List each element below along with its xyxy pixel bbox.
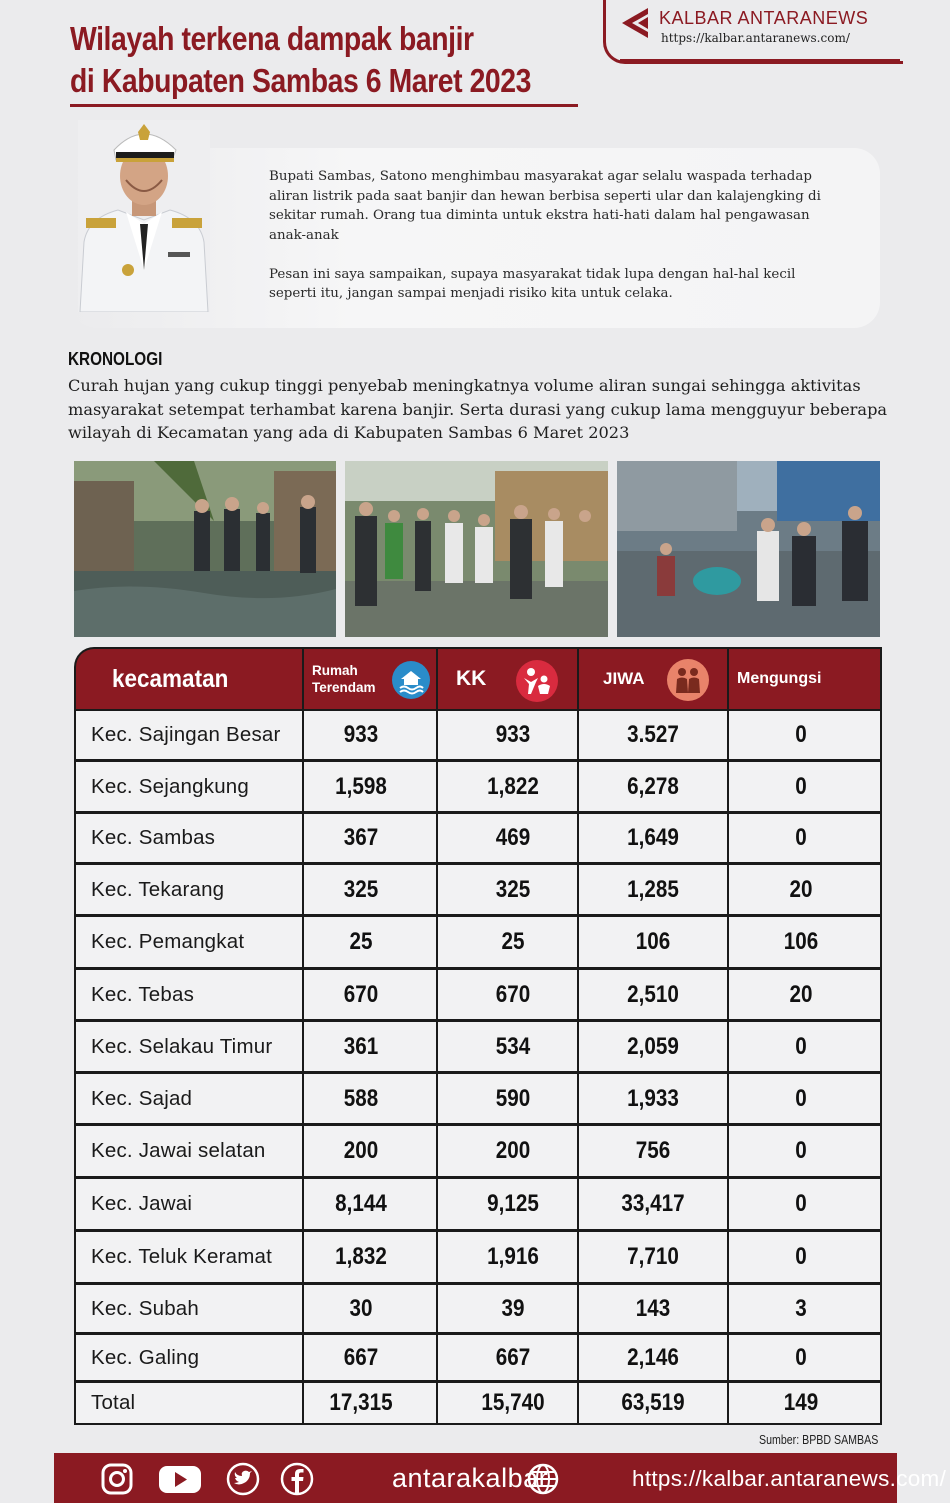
kk-value: 469 bbox=[495, 824, 531, 851]
column-divider bbox=[577, 1285, 579, 1332]
youtube-icon[interactable] bbox=[157, 1462, 203, 1496]
column-divider bbox=[727, 970, 729, 1019]
district-name: Kec. Pemangkat bbox=[91, 930, 245, 953]
table-row bbox=[76, 1179, 880, 1232]
header-jiwa: JIWA bbox=[603, 669, 645, 688]
column-divider bbox=[577, 1335, 579, 1380]
footer-handle[interactable]: antarakalbar bbox=[392, 1463, 549, 1493]
column-divider bbox=[577, 762, 579, 811]
district-name: Kec. Selakau Timur bbox=[91, 1034, 273, 1058]
column-divider bbox=[302, 762, 304, 811]
kk-value: 15,740 bbox=[481, 1389, 545, 1416]
mengungsi-value: 0 bbox=[795, 1190, 807, 1217]
column-divider bbox=[436, 1022, 438, 1071]
brand-frame-line bbox=[620, 59, 900, 62]
mengungsi-value: 0 bbox=[795, 1243, 807, 1270]
table-row bbox=[76, 1126, 880, 1179]
table-row bbox=[76, 1074, 880, 1126]
header-rumah-line2: Terendam bbox=[312, 680, 376, 695]
header-kk: KK bbox=[456, 667, 487, 690]
rumah-terendam-value: 670 bbox=[343, 980, 379, 1008]
jiwa-value: 2,510 bbox=[627, 980, 679, 1008]
quote-paragraph-2: Pesan ini saya sampaikan, supaya masyarakat tidak lupa dengan hal-hal kecil seperti itu, jangan sampai menjadi risiko kita untuk celaka. bbox=[269, 266, 796, 301]
jiwa-value: 143 bbox=[635, 1294, 671, 1322]
column-divider bbox=[727, 711, 729, 759]
column-divider bbox=[436, 1232, 438, 1282]
mengungsi-value: 20 bbox=[789, 875, 813, 903]
rumah-terendam-value: 325 bbox=[343, 875, 379, 903]
jiwa-value: 33,417 bbox=[621, 1190, 685, 1217]
district-name: Kec. Jawai selatan bbox=[91, 1139, 266, 1162]
rumah-terendam-value: 17,315 bbox=[329, 1389, 393, 1416]
table-row bbox=[76, 865, 880, 917]
mengungsi-value: 0 bbox=[795, 1137, 807, 1164]
rumah-terendam-value: 8,144 bbox=[335, 1190, 387, 1217]
kk-value: 325 bbox=[495, 875, 531, 903]
column-divider bbox=[436, 1126, 438, 1176]
column-divider bbox=[436, 762, 438, 811]
column-divider bbox=[727, 762, 729, 811]
column-divider bbox=[727, 814, 729, 862]
column-divider bbox=[577, 1179, 579, 1229]
table-row bbox=[76, 711, 880, 762]
mengungsi-value: 3 bbox=[795, 1294, 807, 1322]
table-row bbox=[76, 1022, 880, 1074]
rumah-terendam-value: 25 bbox=[349, 928, 373, 955]
column-divider bbox=[577, 970, 579, 1019]
column-divider bbox=[727, 1232, 729, 1282]
footer-bar bbox=[54, 1453, 947, 1503]
rumah-terendam-value: 30 bbox=[349, 1294, 373, 1322]
column-divider bbox=[577, 711, 579, 759]
flood-data-table bbox=[74, 647, 882, 1425]
column-divider bbox=[577, 1022, 579, 1071]
headline bbox=[70, 18, 580, 102]
header-divider bbox=[436, 649, 438, 711]
jiwa-value: 2,146 bbox=[627, 1343, 679, 1371]
kk-value: 39 bbox=[501, 1294, 525, 1322]
brand-url[interactable]: https://kalbar.antaranews.com/ bbox=[661, 31, 850, 45]
column-divider bbox=[302, 1285, 304, 1332]
column-divider bbox=[302, 1232, 304, 1282]
column-divider bbox=[302, 1179, 304, 1229]
column-divider bbox=[302, 917, 304, 967]
column-divider bbox=[436, 1179, 438, 1229]
rumah-terendam-value: 367 bbox=[343, 824, 379, 851]
flood-photo-2 bbox=[345, 461, 608, 637]
twitter-icon[interactable] bbox=[225, 1462, 261, 1496]
district-name: Kec. Tebas bbox=[91, 982, 195, 1006]
district-name: Kec. Sajad bbox=[91, 1086, 193, 1110]
mengungsi-value: 149 bbox=[783, 1389, 819, 1416]
column-divider bbox=[577, 917, 579, 967]
jiwa-value: 2,059 bbox=[627, 1032, 679, 1060]
jiwa-value: 106 bbox=[635, 928, 671, 955]
footer-url[interactable]: https://kalbar.antaranews.com/ bbox=[632, 1466, 947, 1491]
column-divider bbox=[727, 865, 729, 914]
people-icon bbox=[667, 659, 709, 701]
column-divider bbox=[727, 1022, 729, 1071]
kk-value: 9,125 bbox=[487, 1190, 539, 1217]
brand-name: KALBAR ANTARANEWS bbox=[659, 8, 869, 28]
column-divider bbox=[302, 865, 304, 914]
column-divider bbox=[727, 1335, 729, 1380]
column-divider bbox=[577, 865, 579, 914]
kk-value: 1,916 bbox=[487, 1243, 539, 1270]
jiwa-value: 7,710 bbox=[627, 1243, 679, 1270]
antara-logo-icon bbox=[618, 6, 654, 40]
rumah-terendam-value: 1,832 bbox=[335, 1243, 387, 1270]
kk-value: 590 bbox=[495, 1084, 531, 1112]
column-divider bbox=[577, 1126, 579, 1176]
mengungsi-value: 20 bbox=[789, 980, 813, 1008]
flood-photo-3 bbox=[617, 461, 880, 637]
kk-value: 534 bbox=[495, 1032, 531, 1060]
column-divider bbox=[302, 1074, 304, 1123]
column-divider bbox=[577, 1383, 579, 1423]
source-note: Sumber: BPBD SAMBAS bbox=[759, 1433, 879, 1447]
column-divider bbox=[302, 814, 304, 862]
table-total-row bbox=[76, 1383, 880, 1423]
column-divider bbox=[727, 1285, 729, 1332]
quote-paragraph-1: Bupati Sambas, Satono menghimbau masyarakat agar selalu waspada terhadap aliran listrik pada saat banjir dan hewan berbisa seperti ular dan kalajengking di sekitar rumah. Orang tua diminta untuk ekstra hati-hati dalam hal pengawasan anak-anak bbox=[269, 169, 821, 243]
headline-line-1: Wilayah terkena dampak banjir bbox=[70, 20, 474, 57]
column-divider bbox=[727, 917, 729, 967]
rumah-terendam-value: 1,598 bbox=[335, 772, 387, 800]
house-flood-icon bbox=[392, 661, 430, 699]
header-mengungsi: Mengungsi bbox=[737, 670, 822, 687]
rumah-terendam-value: 933 bbox=[343, 721, 379, 748]
kk-value: 25 bbox=[501, 928, 525, 955]
mengungsi-value: 0 bbox=[795, 824, 807, 851]
jiwa-value: 1,649 bbox=[627, 824, 679, 851]
kk-value: 667 bbox=[495, 1343, 531, 1371]
rumah-terendam-value: 200 bbox=[343, 1137, 379, 1164]
column-divider bbox=[302, 1022, 304, 1071]
table-header bbox=[74, 647, 882, 709]
instagram-icon[interactable] bbox=[100, 1462, 134, 1496]
header-divider bbox=[577, 649, 579, 711]
district-name: Kec. Sambas bbox=[91, 826, 216, 849]
column-divider bbox=[577, 814, 579, 862]
column-divider bbox=[302, 1335, 304, 1380]
jiwa-value: 3.527 bbox=[627, 721, 679, 748]
district-name: Kec. Jawai bbox=[91, 1192, 193, 1215]
table-row bbox=[76, 917, 880, 970]
column-divider bbox=[302, 711, 304, 759]
column-divider bbox=[436, 814, 438, 862]
column-divider bbox=[436, 1285, 438, 1332]
header-rumah-line1: Rumah bbox=[312, 663, 358, 678]
table-row bbox=[76, 970, 880, 1022]
column-divider bbox=[436, 1383, 438, 1423]
rumah-terendam-value: 588 bbox=[343, 1084, 379, 1112]
mengungsi-value: 0 bbox=[795, 772, 807, 800]
family-icon bbox=[516, 660, 558, 702]
mengungsi-value: 0 bbox=[795, 1343, 807, 1371]
district-name: Total bbox=[91, 1391, 136, 1414]
jiwa-value: 63,519 bbox=[621, 1389, 685, 1416]
district-name: Kec. Sajingan Besar bbox=[91, 723, 281, 746]
globe-icon bbox=[526, 1462, 560, 1496]
column-divider bbox=[436, 1335, 438, 1380]
rumah-terendam-value: 361 bbox=[343, 1032, 379, 1060]
facebook-icon[interactable] bbox=[279, 1462, 315, 1496]
kk-value: 200 bbox=[495, 1137, 531, 1164]
jiwa-value: 1,933 bbox=[627, 1084, 679, 1112]
column-divider bbox=[436, 711, 438, 759]
column-divider bbox=[436, 970, 438, 1019]
kk-value: 1,822 bbox=[487, 772, 539, 800]
jiwa-value: 6,278 bbox=[627, 772, 679, 800]
column-divider bbox=[727, 1126, 729, 1176]
jiwa-value: 1,285 bbox=[627, 875, 679, 903]
mengungsi-value: 0 bbox=[795, 1084, 807, 1112]
district-name: Kec. Subah bbox=[91, 1296, 199, 1320]
kk-value: 670 bbox=[495, 980, 531, 1008]
kk-value: 933 bbox=[495, 721, 531, 748]
jiwa-value: 756 bbox=[635, 1137, 671, 1164]
kronologi-text: Curah hujan yang cukup tinggi penyebab meningkatnya volume aliran sungai sehingga aktivitas masyarakat setempat terhambat karena banjir. Serta durasi yang cukup lama mengguyur beberapa wilayah di Kecamatan yang ada di Kabupaten Sambas 6 Maret 2023 bbox=[68, 376, 888, 442]
column-divider bbox=[302, 970, 304, 1019]
table-row bbox=[76, 1285, 880, 1335]
district-name: Kec. Sejangkung bbox=[91, 774, 250, 798]
column-divider bbox=[727, 1383, 729, 1423]
column-divider bbox=[302, 1126, 304, 1176]
flood-photo-1 bbox=[74, 461, 336, 637]
district-name: Kec. Teluk Keramat bbox=[91, 1245, 272, 1268]
mengungsi-value: 106 bbox=[783, 928, 819, 955]
kronologi-heading: KRONOLOGI bbox=[68, 349, 163, 369]
column-divider bbox=[727, 1074, 729, 1123]
column-divider bbox=[436, 1074, 438, 1123]
district-name: Kec. Galing bbox=[91, 1345, 200, 1369]
table-body bbox=[74, 709, 882, 1425]
column-divider bbox=[436, 917, 438, 967]
headline-underline bbox=[70, 104, 578, 107]
column-divider bbox=[436, 865, 438, 914]
column-divider bbox=[577, 1074, 579, 1123]
header-rumah-terendam bbox=[312, 649, 376, 709]
district-name: Kec. Tekarang bbox=[91, 877, 225, 901]
table-row bbox=[76, 762, 880, 814]
headline-line-2: di Kabupaten Sambas 6 Maret 2023 bbox=[70, 62, 532, 99]
rumah-terendam-value: 667 bbox=[343, 1343, 379, 1371]
header-divider bbox=[302, 649, 304, 711]
column-divider bbox=[577, 1232, 579, 1282]
column-divider bbox=[302, 1383, 304, 1423]
table-row bbox=[76, 814, 880, 865]
table-row bbox=[76, 1335, 880, 1383]
regent-quote bbox=[269, 167, 829, 323]
header-kecamatan: kecamatan bbox=[112, 664, 229, 693]
column-divider bbox=[727, 1179, 729, 1229]
mengungsi-value: 0 bbox=[795, 721, 807, 748]
header-divider bbox=[727, 649, 729, 711]
table-row bbox=[76, 1232, 880, 1285]
mengungsi-value: 0 bbox=[795, 1032, 807, 1060]
regent-portrait bbox=[78, 120, 210, 312]
